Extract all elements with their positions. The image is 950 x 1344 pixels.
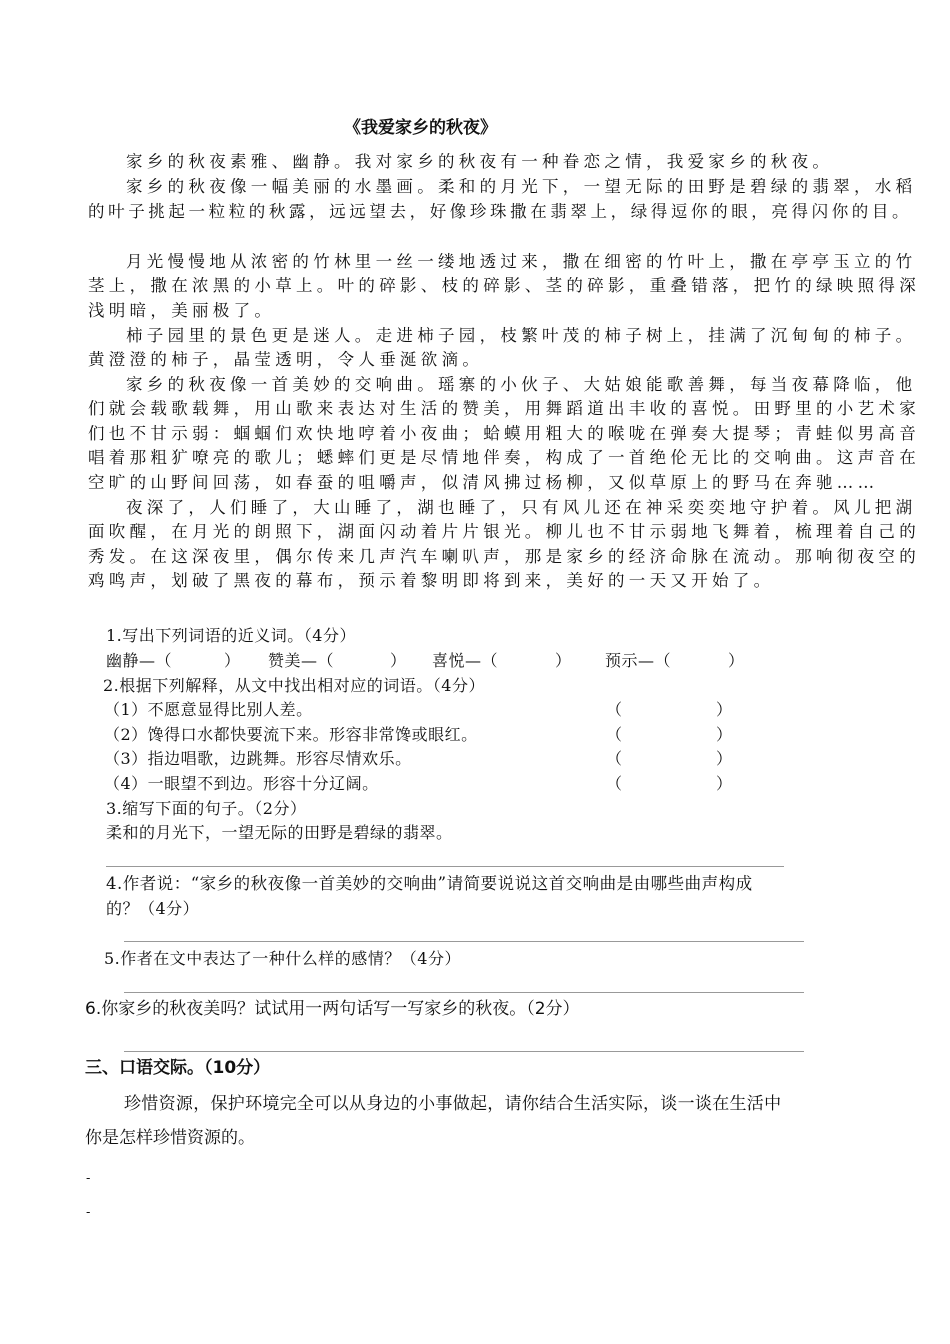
question-1-word: 预示—（	[605, 651, 672, 670]
question-3-prompt: 3.缩写下面的句子。（2分）	[106, 799, 307, 818]
answer-line-4[interactable]	[124, 941, 804, 942]
passage-line: 家乡的秋夜像一幅美丽的水墨画。柔和的月光下，一望无际的田野是碧绿的翡翠，水稻	[126, 177, 917, 196]
question-1-blank-close[interactable]: ）	[555, 651, 572, 670]
question-2-blank-close[interactable]: ）	[716, 725, 733, 744]
passage-line: 月光慢慢地从浓密的竹林里一丝一缕地透过来，撒在细密的竹叶上，撒在亭亭玉立的竹	[126, 252, 917, 271]
question-2-blank-close[interactable]: ）	[716, 749, 733, 768]
question-3-sentence: 柔和的月光下，一望无际的田野是碧绿的翡翠。	[106, 823, 453, 842]
section-3-text-line2: 你是怎样珍惜资源的。	[85, 1128, 255, 1148]
question-2-item: （1）不愿意显得比别人差。	[104, 700, 313, 719]
question-1-word: 幽静—（	[106, 651, 173, 670]
answer-line-5[interactable]	[124, 992, 804, 993]
question-2-blank-open[interactable]: （	[606, 725, 623, 744]
passage-line: 秀发。在这深夜里，偶尔传来几声汽车喇叭声，那是家乡的经济命脉在流动。那响彻夜空的	[88, 547, 920, 566]
passage-line: 家乡的秋夜像一首美妙的交响曲。瑶寨的小伙子、大姑娘能歌善舞，每当夜幕降临，他	[126, 375, 917, 394]
passage-line: 空旷的山野间回荡，如春蚕的咀嚼声，似清风拂过杨柳，又似草原上的野马在奔驰……	[88, 473, 879, 492]
question-1-word: 赞美—（	[268, 651, 335, 670]
question-1-word: 喜悦—（	[432, 651, 499, 670]
question-4-prompt-line1: 4.作者说：“家乡的秋夜像一首美妙的交响曲”请简要说说这首交响曲是由哪些曲声构成	[106, 874, 753, 893]
answer-line-6[interactable]	[124, 1051, 804, 1052]
passage-line: 们就会载歌载舞，用山歌来表达对生活的赞美，用舞蹈道出丰收的喜悦。田野里的小艺术家	[88, 399, 920, 418]
passage-title: 《我爱家乡的秋夜》	[344, 118, 497, 138]
question-2-prompt: 2.根据下列解释，从文中找出相对应的词语。（4分）	[103, 676, 485, 695]
question-2-blank-open[interactable]: （	[606, 774, 623, 793]
passage-line: 家乡的秋夜素雅、幽静。我对家乡的秋夜有一种眷恋之情，我爱家乡的秋夜。	[126, 152, 834, 171]
question-2-blank-close[interactable]: ）	[716, 774, 733, 793]
section-3-heading: 三、口语交际。（10分）	[85, 1058, 271, 1078]
passage-line: 夜深了，人们睡了，大山睡了，湖也睡了，只有风儿还在神采奕奕地守护着。风儿把湖	[126, 498, 917, 517]
question-2-blank-close[interactable]: ）	[716, 700, 733, 719]
answer-line-3[interactable]	[106, 866, 784, 867]
question-6-prompt: 6.你家乡的秋夜美吗？试试用一两句话写一写家乡的秋夜。（2分）	[85, 999, 580, 1019]
passage-line: 茎上，撒在浓黑的小草上。叶的碎影、枝的碎影、茎的碎影，重叠错落，把竹的绿映照得深	[88, 276, 920, 295]
passage-line: 唱着那粗犷嘹亮的歌儿；蟋蟀们更是尽情地伴奏，构成了一首绝伦无比的交响曲。这声音在	[88, 448, 920, 467]
question-2-blank-open[interactable]: （	[606, 700, 623, 719]
passage-line: 浅明暗，美丽极了。	[88, 301, 276, 320]
passage-line: 黄澄澄的柿子，晶莹透明，令人垂涎欲滴。	[88, 350, 484, 369]
question-1-blank-close[interactable]: ）	[728, 651, 745, 670]
dash-mark: -	[86, 1171, 91, 1186]
question-4-prompt-line2: 的？（4分）	[106, 899, 200, 918]
question-2-blank-open[interactable]: （	[606, 749, 623, 768]
dash-mark: -	[86, 1205, 91, 1220]
question-2-item: （4）一眼望不到边。形容十分辽阔。	[104, 774, 379, 793]
question-1-blank-close[interactable]: ）	[390, 651, 407, 670]
passage-line: 面吹醒，在月光的朗照下，湖面闪动着片片银光。柳儿也不甘示弱地飞舞着，梳理着自己的	[88, 522, 920, 541]
passage-line: 柿子园里的景色更是迷人。走进柿子园，枝繁叶茂的柿子树上，挂满了沉甸甸的柿子。	[126, 326, 917, 345]
question-2-item: （3）指边唱歌，边跳舞。形容尽情欢乐。	[104, 749, 412, 768]
question-1-blank-close[interactable]: ）	[224, 651, 241, 670]
question-1-prompt: 1.写出下列词语的近义词。（4分）	[106, 626, 356, 645]
passage-line: 们也不甘示弱：蝈蝈们欢快地哼着小夜曲；蛤蟆用粗大的喉咙在弹奏大提琴；青蛙似男高音	[88, 424, 920, 443]
passage-line: 鸡鸣声，划破了黑夜的幕布，预示着黎明即将到来，美好的一天又开始了。	[88, 571, 775, 590]
question-5-prompt: 5.作者在文中表达了一种什么样的感情？（4分）	[104, 949, 461, 968]
section-3-text-line1: 珍惜资源，保护环境完全可以从身边的小事做起，请你结合生活实际，谈一谈在生活中	[124, 1094, 782, 1114]
passage-line: 的叶子挑起一粒粒的秋露，远远望去，好像珍珠撒在翡翠上，绿得逗你的眼，亮得闪你的目。	[88, 202, 913, 221]
question-2-item: （2）馋得口水都快要流下来。形容非常馋或眼红。	[104, 725, 478, 744]
